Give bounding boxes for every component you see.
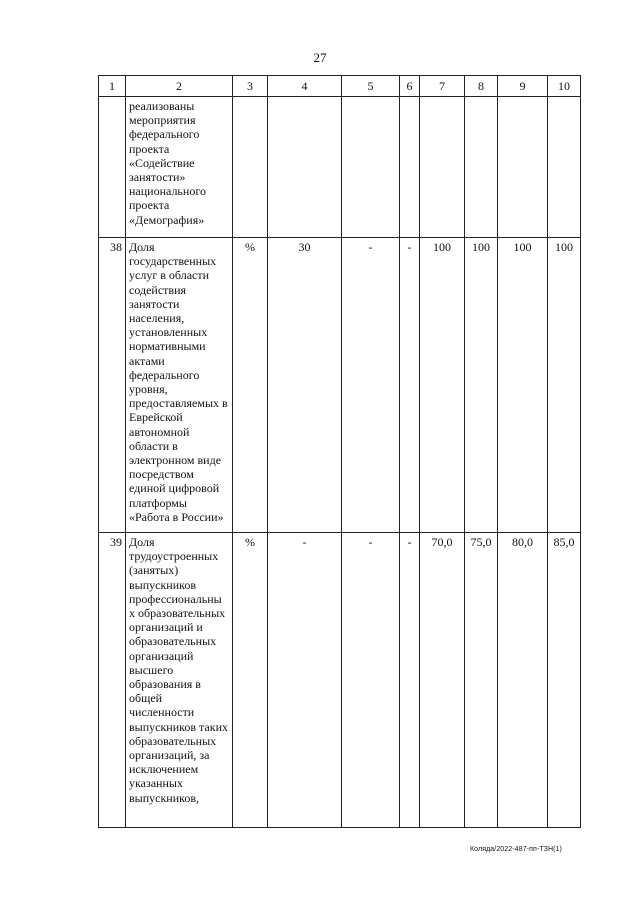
value-cell [465, 97, 498, 238]
value-cell: - [342, 533, 400, 828]
row-number [99, 97, 126, 238]
value-cell: 100 [548, 238, 581, 533]
unit-cell: % [233, 533, 268, 828]
table-row [99, 97, 581, 238]
unit-cell: % [233, 238, 268, 533]
row-number: 38 [99, 238, 126, 533]
indicator-name: Доля трудоустроенных (занятых) выпускников профессиональны х образовательных организаций и образовательных организаций высшего образования в общей численности выпускников таких образовательных организаций, за исключением указанных выпускников, [126, 533, 233, 828]
column-header: 5 [342, 76, 400, 97]
value-cell: - [400, 238, 420, 533]
column-header: 10 [548, 76, 581, 97]
column-header: 8 [465, 76, 498, 97]
value-cell: - [342, 238, 400, 533]
column-header: 3 [233, 76, 268, 97]
table-row [99, 238, 581, 533]
unit-cell [233, 97, 268, 238]
value-cell [420, 97, 465, 238]
value-cell: 75,0 [465, 533, 498, 828]
value-cell [342, 97, 400, 238]
indicators-table [98, 75, 581, 828]
indicator-name: Доля государственных услуг в области содействия занятости населения, установленных нормативными актами федерального уровня, предоставляемых в Еврейской автономной области в электронном виде посредством единой цифровой платформы «Работа в России» [126, 238, 233, 533]
value-cell: 30 [268, 238, 342, 533]
page-number: 27 [313, 50, 327, 65]
column-header: 7 [420, 76, 465, 97]
column-header: 6 [400, 76, 420, 97]
column-header: 4 [268, 76, 342, 97]
column-header: 1 [99, 76, 126, 97]
value-cell: 80,0 [498, 533, 548, 828]
indicator-name: реализованы мероприятия федерального проекта «Содействие занятости» национального проекта «Демография» [126, 97, 233, 238]
value-cell: - [400, 533, 420, 828]
value-cell: 70,0 [420, 533, 465, 828]
value-cell: 100 [420, 238, 465, 533]
column-header: 2 [126, 76, 233, 97]
value-cell: 100 [465, 238, 498, 533]
table-header-row [99, 76, 581, 97]
value-cell [400, 97, 420, 238]
value-cell [548, 97, 581, 238]
column-header: 9 [498, 76, 548, 97]
table-row [99, 533, 581, 828]
value-cell [498, 97, 548, 238]
value-cell [268, 97, 342, 238]
value-cell: - [268, 533, 342, 828]
document-code: Коляда/2022-487-пп-ТЗН(1) [470, 846, 562, 853]
value-cell: 100 [498, 238, 548, 533]
row-number: 39 [99, 533, 126, 828]
value-cell: 85,0 [548, 533, 581, 828]
